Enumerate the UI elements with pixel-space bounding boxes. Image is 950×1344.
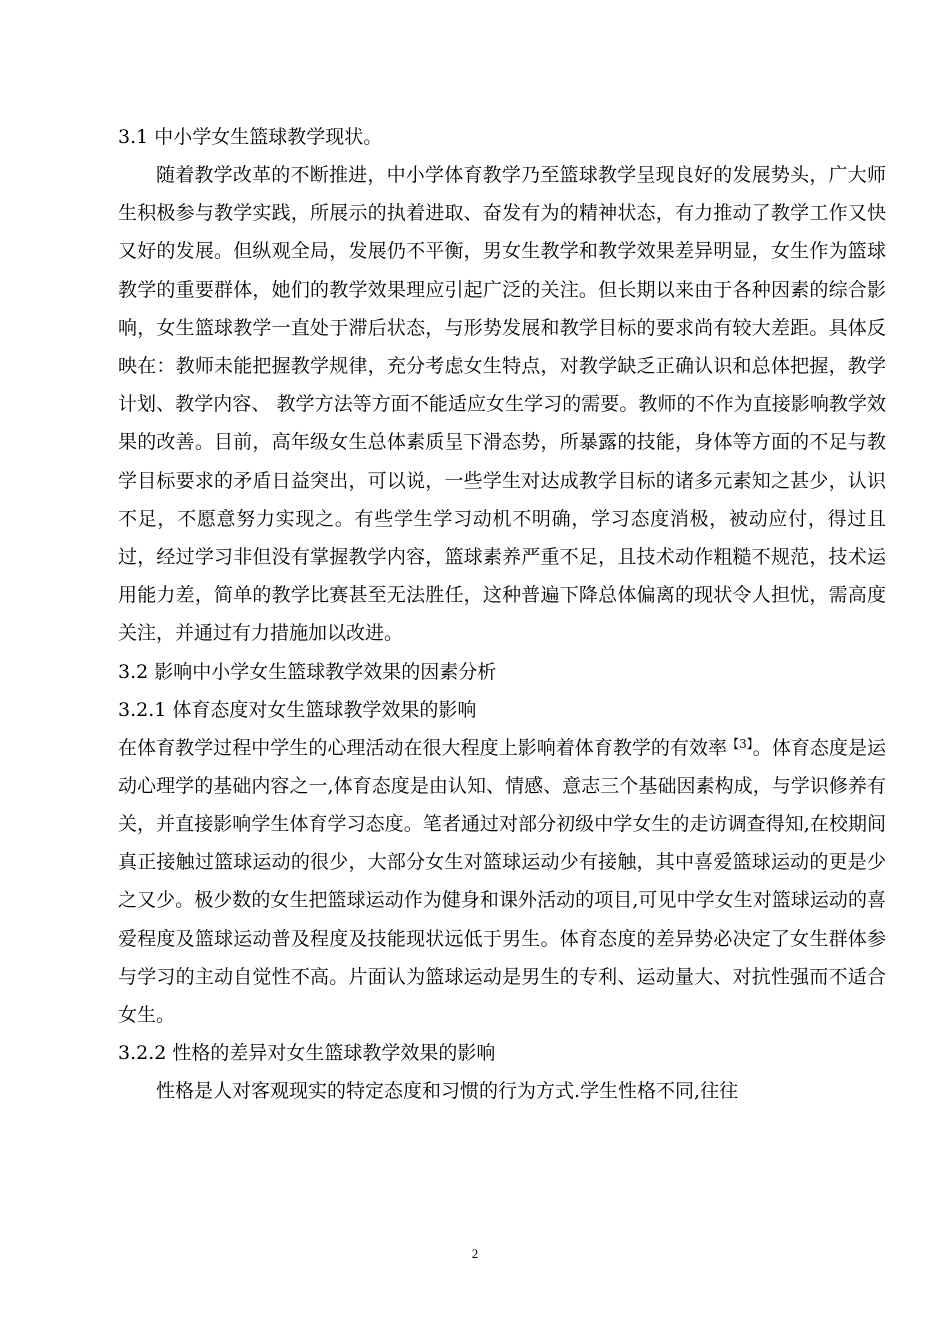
- section-heading-3-2-2: 3.2.2 性格的差异对女生篮球教学效果的影响: [118, 1042, 496, 1065]
- paragraph-3-2-1-rest: 。体育态度是运动心理学的基础内容之一,体育态度是由认知、情感、意志三个基础因素构成，与学识修养有关，并直接影响学生体育学习态度。笔者通过对部分初级中学女生的走访调查得知,在校期间真正接触过篮球运动的很少，大部分女生对篮球运动少有接触，其中喜爱篮球运动的更是少之又少。极少数的女生把篮球运动作为健身和课外活动的项目,可见中学女生对篮球运动的喜爱程度及篮球运动普及程度及技能现状远低于男生。体育态度的差异势必决定了女生群体参与学习的主动自觉性不高。片面认为篮球运动是男生的专利、运动量大、对抗性强而不适合女生。: [118, 736, 886, 1027]
- paragraph-3-2-1: [118, 729, 886, 1035]
- section-heading-3-2-1: 3.2.1 体育态度对女生篮球教学效果的影响: [118, 698, 477, 721]
- section-heading-3-1: 3.1 中小学女生篮球教学现状。: [118, 126, 383, 148]
- paragraph-3-2-1-lead: 在体育教学过程中学生的心理活动在很大程度上影响着体育教学的有效率: [118, 736, 728, 759]
- page-content: [118, 118, 886, 1110]
- paragraph-3-1: 随着教学改革的不断推进，中小学体育教学乃至篮球教学呈现良好的发展势头，广大师生积极参与教学实践，所展示的执着进取、奋发有为的精神状态，有力推动了教学工作又快又好的发展。但纵观全局，发展仍不平衡，男女生教学和教学效果差异明显，女生作为篮球教学的重要群体，她们的教学效果理应引起广泛的关注。但长期以来由于各种因素的综合影响，女生篮球教学一直处于滞后状态，与形势发展和教学目标的要求尚有较大差距。具体反映在：教师未能把握教学规律，充分考虑女生特点，对教学缺乏正确认识和总体把握，教学计划、教学内容、 教学方法等方面不能适应女生学习的需要。教师的不作为直接影响教学效果的改善。目前，高年级女生总体素质呈下滑态势，所暴露的技能，身体等方面的不足与教学目标要求的矛盾日益突出，可以说，一些学生对达成教学目标的诸多元素知之甚少，认识不足，不愿意努力实现之。有些学生学习动机不明确，学习态度消极，被动应付，得过且过，经过学习非但没有掌握教学内容，篮球素养严重不足，且技术动作粗糙不规范，技术运用能力差，简单的教学比赛甚至无法胜任，这种普遍下降总体偏离的现状令人担忧，需高度关注，并通过有力措施加以改进。: [118, 164, 886, 645]
- paragraph-3-2-2: 性格是人对客观现实的特定态度和习惯的行为方式.学生性格不同,往往: [156, 1080, 739, 1103]
- citation-marker: 【3】: [727, 736, 753, 751]
- section-heading-3-2: 3.2 影响中小学女生篮球教学效果的因素分析: [118, 660, 497, 683]
- page-number: 2: [471, 1246, 479, 1261]
